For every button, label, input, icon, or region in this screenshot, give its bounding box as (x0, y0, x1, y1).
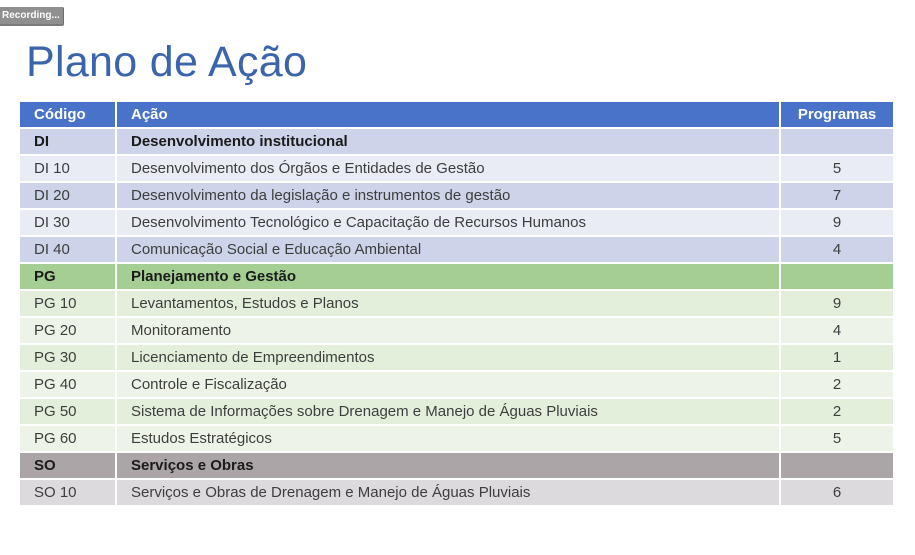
cell-codigo: SO (20, 453, 115, 478)
cell-programas: 5 (781, 426, 893, 451)
cell-acao: Estudos Estratégicos (117, 426, 779, 451)
table-row (20, 372, 893, 397)
cell-codigo: DI (20, 129, 115, 154)
cell-programas: 9 (781, 210, 893, 235)
recording-indicator-badge: Recording... (0, 7, 64, 26)
cell-acao: Serviços e Obras de Drenagem e Manejo de Águas Pluviais (117, 480, 779, 505)
cell-programas (781, 264, 893, 289)
cell-programas: 5 (781, 156, 893, 181)
table-row (20, 156, 893, 181)
cell-acao: Licenciamento de Empreendimentos (117, 345, 779, 370)
cell-codigo: DI 10 (20, 156, 115, 181)
cell-codigo: PG (20, 264, 115, 289)
page-title: Plano de Ação (26, 38, 308, 86)
section-header-row (20, 264, 893, 289)
cell-codigo: PG 50 (20, 399, 115, 424)
section-header-row (20, 453, 893, 478)
section-header-row (20, 129, 893, 154)
cell-codigo: SO 10 (20, 480, 115, 505)
cell-codigo: PG 30 (20, 345, 115, 370)
cell-acao: Desenvolvimento Tecnológico e Capacitação de Recursos Humanos (117, 210, 779, 235)
cell-codigo: PG 10 (20, 291, 115, 316)
cell-acao: Desenvolvimento da legislação e instrumentos de gestão (117, 183, 779, 208)
table-header-row (20, 102, 893, 127)
cell-programas: 4 (781, 318, 893, 343)
cell-programas: 6 (781, 480, 893, 505)
cell-programas (781, 129, 893, 154)
cell-programas: 7 (781, 183, 893, 208)
table-row (20, 399, 893, 424)
cell-programas: 2 (781, 372, 893, 397)
cell-codigo: PG 20 (20, 318, 115, 343)
cell-programas: 1 (781, 345, 893, 370)
table-body (20, 129, 893, 505)
cell-acao: Desenvolvimento institucional (117, 129, 779, 154)
cell-acao: Monitoramento (117, 318, 779, 343)
cell-programas: 2 (781, 399, 893, 424)
table-row (20, 318, 893, 343)
column-header-acao: Ação (117, 102, 779, 127)
table-row (20, 210, 893, 235)
table-row (20, 291, 893, 316)
cell-acao: Levantamentos, Estudos e Planos (117, 291, 779, 316)
cell-acao: Controle e Fiscalização (117, 372, 779, 397)
cell-programas: 4 (781, 237, 893, 262)
cell-acao: Serviços e Obras (117, 453, 779, 478)
cell-codigo: DI 20 (20, 183, 115, 208)
cell-acao: Desenvolvimento dos Órgãos e Entidades de Gestão (117, 156, 779, 181)
cell-programas (781, 453, 893, 478)
cell-acao: Sistema de Informações sobre Drenagem e Manejo de Águas Pluviais (117, 399, 779, 424)
cell-codigo: PG 60 (20, 426, 115, 451)
action-plan-table (18, 100, 895, 507)
cell-codigo: DI 40 (20, 237, 115, 262)
column-header-codigo: Código (20, 102, 115, 127)
table-row (20, 480, 893, 505)
table-row (20, 426, 893, 451)
column-header-programas: Programas (781, 102, 893, 127)
cell-codigo: PG 40 (20, 372, 115, 397)
table-row (20, 345, 893, 370)
table-row (20, 237, 893, 262)
cell-codigo: DI 30 (20, 210, 115, 235)
cell-acao: Comunicação Social e Educação Ambiental (117, 237, 779, 262)
cell-acao: Planejamento e Gestão (117, 264, 779, 289)
cell-programas: 9 (781, 291, 893, 316)
table-row (20, 183, 893, 208)
